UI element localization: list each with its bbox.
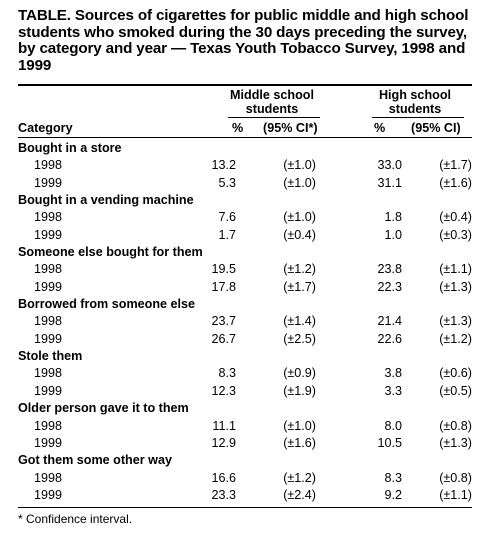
category-header: Category	[18, 121, 73, 135]
high-school-percent: 22.3	[377, 279, 402, 294]
table-row	[0, 209, 490, 226]
high-school-percent: 23.8	[377, 262, 402, 277]
high-school-percent: 33.0	[377, 158, 402, 173]
middle-school-percent: 26.7	[211, 331, 236, 346]
category-label: Bought in a vending machine	[18, 193, 194, 208]
header-rule	[18, 137, 472, 138]
high-school-ci: (±0.8)	[439, 418, 472, 433]
high-school-ci: (±1.3)	[439, 279, 472, 294]
middle-school-underline	[228, 117, 320, 118]
category-label: Older person gave it to them	[18, 401, 189, 416]
middle-school-percent: 12.3	[211, 383, 236, 398]
middle-school-percent: 19.5	[211, 262, 236, 277]
middle-school-ci: (±2.5)	[283, 331, 316, 346]
high-school-percent: 1.0	[384, 227, 402, 242]
high-school-percent: 22.6	[377, 331, 402, 346]
high-school-ci: (±0.8)	[439, 470, 472, 485]
high-school-percent: 10.5	[377, 435, 402, 450]
footnote: * Confidence interval.	[18, 512, 133, 526]
table-row	[0, 157, 490, 174]
high-school-ci: (±1.7)	[439, 158, 472, 173]
year-label: 1999	[34, 331, 63, 346]
category-row	[0, 452, 490, 469]
table-title: TABLE. Sources of cigarettes for public middle and high school students who smoked during the 30 days preceding the survey, by category and year — Texas Youth Tobacco Survey, 1998 and 1999	[18, 7, 469, 74]
table-row	[0, 365, 490, 382]
middle-school-ci: (±1.2)	[283, 262, 316, 277]
middle-school-percent: 16.6	[211, 470, 236, 485]
table-row	[0, 279, 490, 296]
middle-school-percent: 7.6	[218, 210, 236, 225]
middle-school-ci: (±1.0)	[283, 158, 316, 173]
table-row	[0, 261, 490, 278]
year-label: 1998	[34, 314, 63, 329]
high-school-ci: (±1.3)	[439, 435, 472, 450]
year-label: 1999	[34, 279, 63, 294]
table-row	[0, 313, 490, 330]
high-school-percent: 3.3	[384, 383, 402, 398]
table-body	[0, 140, 490, 504]
middle-school-ci: (±1.2)	[283, 470, 316, 485]
table-row	[0, 487, 490, 504]
middle-school-ci: (±0.9)	[283, 366, 316, 381]
ms-ci-header: (95% CI*)	[263, 121, 318, 135]
year-label: 1998	[34, 470, 63, 485]
middle-school-percent: 13.2	[211, 158, 236, 173]
category-row	[0, 400, 490, 417]
category-row	[0, 140, 490, 157]
middle-school-percent: 8.3	[218, 366, 236, 381]
hs-pct-header: %	[374, 121, 386, 135]
category-row	[0, 296, 490, 313]
high-school-percent: 3.8	[384, 366, 402, 381]
middle-school-ci: (±0.4)	[283, 227, 316, 242]
high-school-ci: (±1.1)	[439, 262, 472, 277]
high-school-underline	[372, 117, 464, 118]
year-label: 1998	[34, 210, 63, 225]
middle-school-ci: (±1.9)	[283, 383, 316, 398]
table-row	[0, 331, 490, 348]
middle-school-percent: 5.3	[218, 175, 236, 190]
year-label: 1999	[34, 175, 63, 190]
high-school-ci: (±0.6)	[439, 366, 472, 381]
high-school-ci: (±1.2)	[439, 331, 472, 346]
table-row	[0, 227, 490, 244]
year-label: 1999	[34, 435, 63, 450]
middle-school-ci: (±1.0)	[283, 175, 316, 190]
category-row	[0, 192, 490, 209]
category-row	[0, 244, 490, 261]
middle-school-ci: (±1.6)	[283, 435, 316, 450]
high-school-percent: 9.2	[384, 487, 402, 502]
category-label: Borrowed from someone else	[18, 297, 196, 312]
middle-school-percent: 23.3	[211, 487, 236, 502]
high-school-percent: 21.4	[377, 314, 402, 329]
category-label: Someone else bought for them	[18, 245, 203, 260]
category-row	[0, 348, 490, 365]
table-row	[0, 435, 490, 452]
year-label: 1998	[34, 262, 63, 277]
middle-school-ci: (±1.7)	[283, 279, 316, 294]
middle-school-percent: 17.8	[211, 279, 236, 294]
year-label: 1999	[34, 487, 63, 502]
high-school-ci: (±0.4)	[439, 210, 472, 225]
middle-school-ci: (±2.4)	[283, 487, 316, 502]
high-school-percent: 8.0	[384, 418, 402, 433]
table-row	[0, 418, 490, 435]
year-label: 1998	[34, 158, 63, 173]
high-school-ci: (±1.3)	[439, 314, 472, 329]
top-rule	[18, 84, 472, 86]
category-label: Stole them	[18, 349, 83, 364]
middle-school-percent: 1.7	[218, 227, 236, 242]
table-row	[0, 470, 490, 487]
category-label: Got them some other way	[18, 453, 172, 468]
year-label: 1999	[34, 383, 63, 398]
high-school-ci: (±0.3)	[439, 227, 472, 242]
middle-school-percent: 11.1	[212, 418, 236, 433]
table-row	[0, 175, 490, 192]
high-school-percent: 31.1	[377, 175, 402, 190]
high-school-header: High school students	[378, 88, 452, 116]
category-label: Bought in a store	[18, 141, 122, 155]
year-label: 1998	[34, 418, 63, 433]
middle-school-percent: 23.7	[211, 314, 236, 329]
ms-pct-header: %	[232, 121, 244, 135]
middle-school-ci: (±1.0)	[283, 418, 316, 433]
high-school-percent: 1.8	[384, 210, 402, 225]
high-school-ci: (±1.1)	[439, 487, 472, 502]
middle-school-header: Middle school students	[230, 88, 314, 116]
bottom-rule	[18, 507, 472, 508]
middle-school-percent: 12.9	[211, 435, 236, 450]
middle-school-ci: (±1.0)	[283, 210, 316, 225]
year-label: 1998	[34, 366, 63, 381]
hs-ci-header: (95% CI)	[411, 121, 461, 135]
high-school-ci: (±0.5)	[439, 383, 472, 398]
middle-school-ci: (±1.4)	[283, 314, 316, 329]
high-school-ci: (±1.6)	[439, 175, 472, 190]
table-row	[0, 383, 490, 400]
year-label: 1999	[34, 227, 63, 242]
high-school-percent: 8.3	[384, 470, 402, 485]
